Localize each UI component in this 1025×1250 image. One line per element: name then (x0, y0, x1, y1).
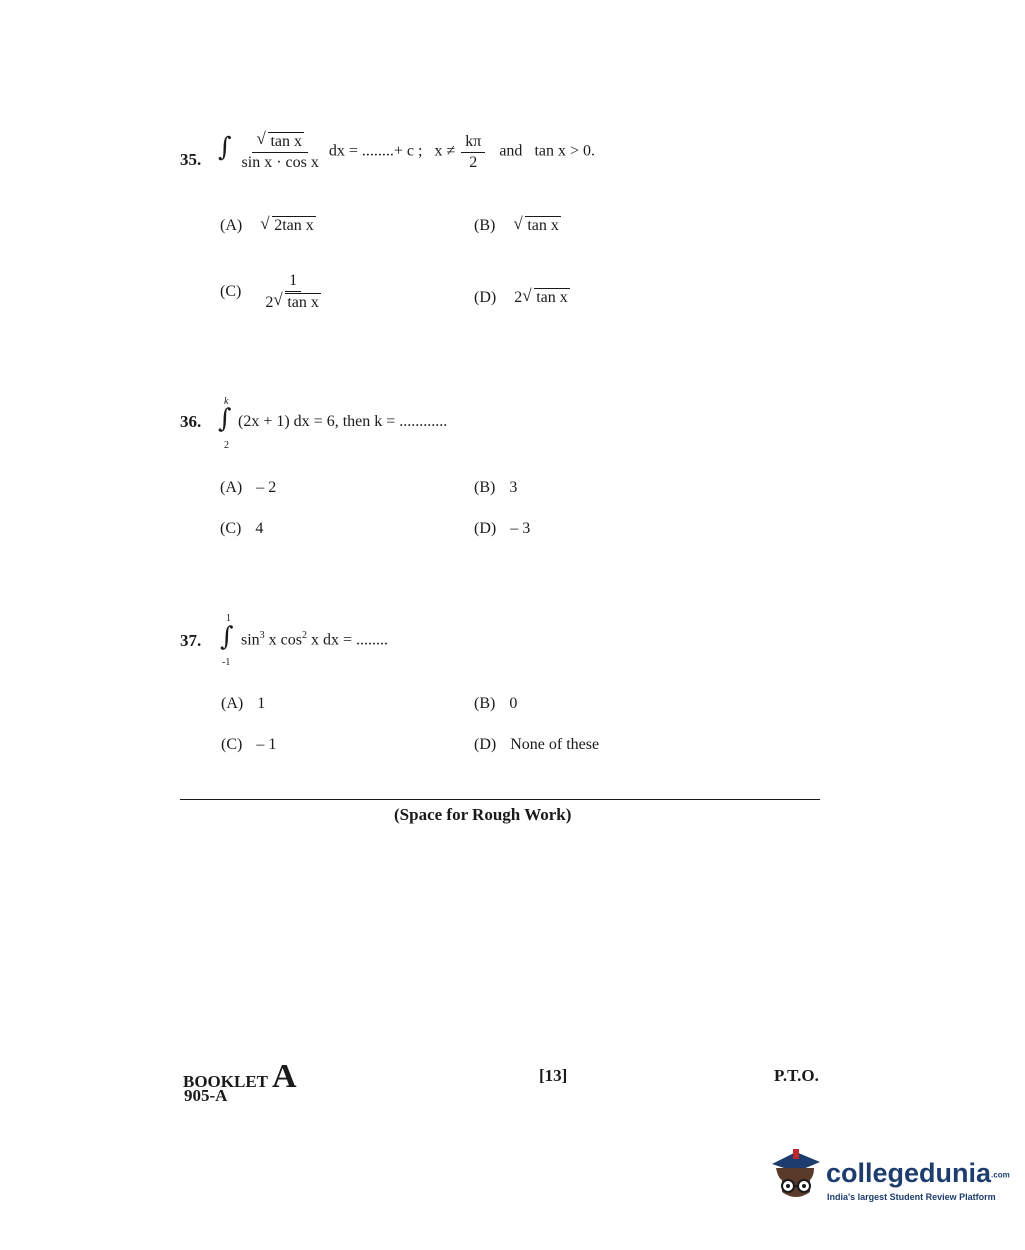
q35-option-c (220, 272, 327, 312)
option-label: (A) (221, 695, 244, 712)
q35-cond-x: x ≠ (434, 142, 456, 160)
option-value: 0 (509, 695, 518, 712)
option-label: (D) (474, 520, 497, 537)
q36-upper-limit: k (224, 396, 229, 407)
q37-sin-power: 3 (259, 630, 265, 641)
q36-expression: (2x + 1) dx = 6, then k = ............ (238, 413, 448, 430)
logo-suffix: .com (991, 1170, 1010, 1180)
question-37-number: 37. (180, 631, 202, 650)
collegedunia-mascot-icon (768, 1144, 828, 1200)
option-value: 4 (255, 520, 264, 537)
option-label: (D) (474, 289, 497, 306)
question-35-number: 35. (180, 150, 202, 169)
q37-tail: x dx = ........ (311, 631, 389, 649)
integral-sign: ∫ (218, 404, 232, 434)
q37-cos: x cos (268, 631, 302, 649)
q37-option-d (474, 736, 599, 754)
question-36-number: 36. (180, 412, 202, 431)
q35-option-b (474, 216, 561, 235)
q36-lower-limit: 2 (224, 440, 229, 451)
q35-den-cos: cos x (285, 154, 319, 171)
option-d-radicand: tan x (536, 289, 568, 306)
q35-cond-fraction (461, 133, 485, 172)
rough-work-label: (Space for Rough Work) (394, 805, 572, 824)
option-label: (A) (220, 479, 243, 496)
q37-option-c (221, 736, 276, 754)
option-value: – 2 (256, 479, 277, 496)
booklet-text: BOOKLET (183, 1072, 268, 1091)
collegedunia-wordmark (826, 1158, 1010, 1189)
q37-lower-limit: -1 (222, 657, 231, 668)
q35-cond-den: 2 (469, 153, 478, 171)
q35-option-d (474, 288, 570, 307)
question-35-expression (218, 132, 595, 172)
q37-upper-limit: 1 (226, 613, 231, 624)
option-label: (C) (220, 520, 242, 537)
booklet-code: 905-A (184, 1086, 228, 1105)
q35-numerator: tan x (270, 133, 302, 150)
q37-sin: sin (241, 631, 260, 649)
option-value: – 1 (256, 736, 277, 753)
q35-cond-and: and (499, 142, 523, 160)
pto-label: P.T.O. (774, 1066, 819, 1085)
q35-tail: dx = ........+ c ; (328, 142, 423, 160)
option-label: (B) (474, 217, 496, 234)
integral-sign: ∫ (220, 622, 234, 652)
rough-work-divider (180, 799, 820, 800)
logo-name: collegedunia (826, 1158, 992, 1188)
option-c-coef: 2 (265, 294, 274, 311)
q37-cos-power: 2 (302, 630, 307, 641)
q35-option-a (220, 216, 316, 235)
q37-expression (241, 630, 388, 649)
option-label: (C) (221, 736, 243, 753)
option-value: tan x (527, 217, 559, 234)
q37-option-a (221, 695, 265, 713)
option-label: (D) (474, 736, 497, 753)
q35-integrand-fraction: √ $\frac{\text{tan x}}{\text{sin x · cos x}}$ (238, 132, 323, 172)
option-c-numerator: 1 (285, 272, 301, 292)
page-number: [13] (539, 1066, 568, 1085)
option-label: (B) (474, 479, 496, 496)
q36-option-b (474, 479, 517, 497)
option-label: (B) (474, 695, 496, 712)
option-d-coef: 2 (514, 289, 523, 306)
q36-option-d (474, 520, 530, 538)
option-value: None of these (510, 736, 600, 753)
q37-option-b (474, 695, 517, 713)
option-value: 2tan x (274, 217, 314, 234)
q35-cond-num: kπ (461, 133, 485, 153)
option-value: 3 (509, 479, 518, 496)
option-value: 1 (257, 695, 266, 712)
q36-option-a (220, 479, 276, 497)
integral-sign: ∫ (218, 132, 232, 163)
option-label: (C) (220, 282, 242, 300)
option-label: (A) (220, 217, 243, 234)
booklet-letter: A (271, 1058, 297, 1095)
collegedunia-tagline: India's largest Student Review Platform (827, 1192, 996, 1202)
q35-cond-tan: tan x > 0. (534, 142, 596, 160)
option-c-radicand: tan x (287, 294, 319, 311)
option-value: – 3 (510, 520, 531, 537)
q35-den-sin: sin x (241, 154, 273, 171)
q36-option-c (220, 520, 263, 538)
